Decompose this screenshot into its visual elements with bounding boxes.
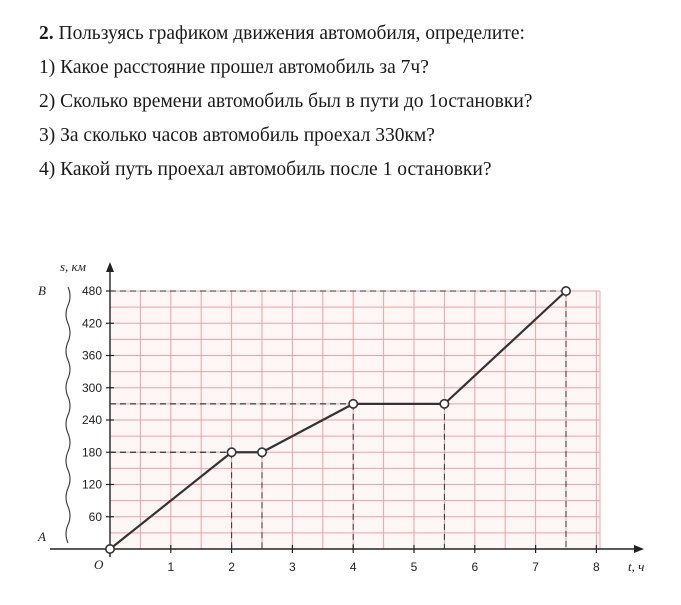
data-point	[349, 400, 357, 408]
x-tick-label: 3	[289, 560, 296, 574]
y-tick-label: 180	[81, 445, 102, 460]
question-1: 1) Какое расстояние прошел автомобиль за 7ч?	[39, 57, 429, 78]
question-4: 4) Какой путь проехал автомобиль после 1 остановки?	[39, 159, 492, 180]
y-axis-arrow	[106, 262, 114, 272]
task-intro	[39, 22, 669, 46]
x-axis-arrow	[634, 545, 644, 553]
y-tick-label: 60	[88, 509, 102, 524]
y-tick-label: 480	[81, 284, 102, 298]
data-point	[106, 545, 114, 553]
task-intro-text: Пользуясь графиком движения автомобиля, определите:	[58, 23, 525, 44]
task-block	[39, 22, 669, 192]
task-number: 2.	[39, 23, 54, 44]
x-tick-label: 4	[349, 560, 357, 574]
data-point	[440, 400, 448, 408]
data-point	[562, 287, 570, 295]
y-tick-label: 240	[81, 413, 102, 427]
x-tick-label: 5	[410, 560, 418, 574]
y-tick-label: 120	[81, 477, 102, 492]
x-tick-label: 8	[593, 560, 600, 574]
question-2: 2) Сколько времени автомобиль был в пути до 1остановки?	[39, 91, 533, 112]
origin-label: O	[94, 557, 104, 572]
x-axis-title: t, ч	[628, 559, 645, 574]
y-tick-label: 360	[81, 348, 102, 363]
question-3: 3) За сколько часов автомобиль проехал 330км?	[39, 125, 435, 146]
x-tick-label: 1	[167, 560, 175, 574]
y-axis-title: s, км	[60, 259, 86, 274]
x-tick-label: 7	[532, 560, 539, 574]
point-a-label: A	[38, 529, 46, 544]
motion-chart	[0, 250, 681, 600]
wavy-brace	[66, 287, 70, 543]
data-point	[227, 448, 235, 456]
y-tick-label: 420	[81, 316, 102, 331]
point-b-label: B	[38, 283, 46, 298]
x-tick-label: 2	[228, 560, 235, 574]
y-tick-label: 300	[81, 380, 102, 395]
x-tick-label: 6	[471, 560, 479, 574]
data-point	[258, 448, 266, 456]
